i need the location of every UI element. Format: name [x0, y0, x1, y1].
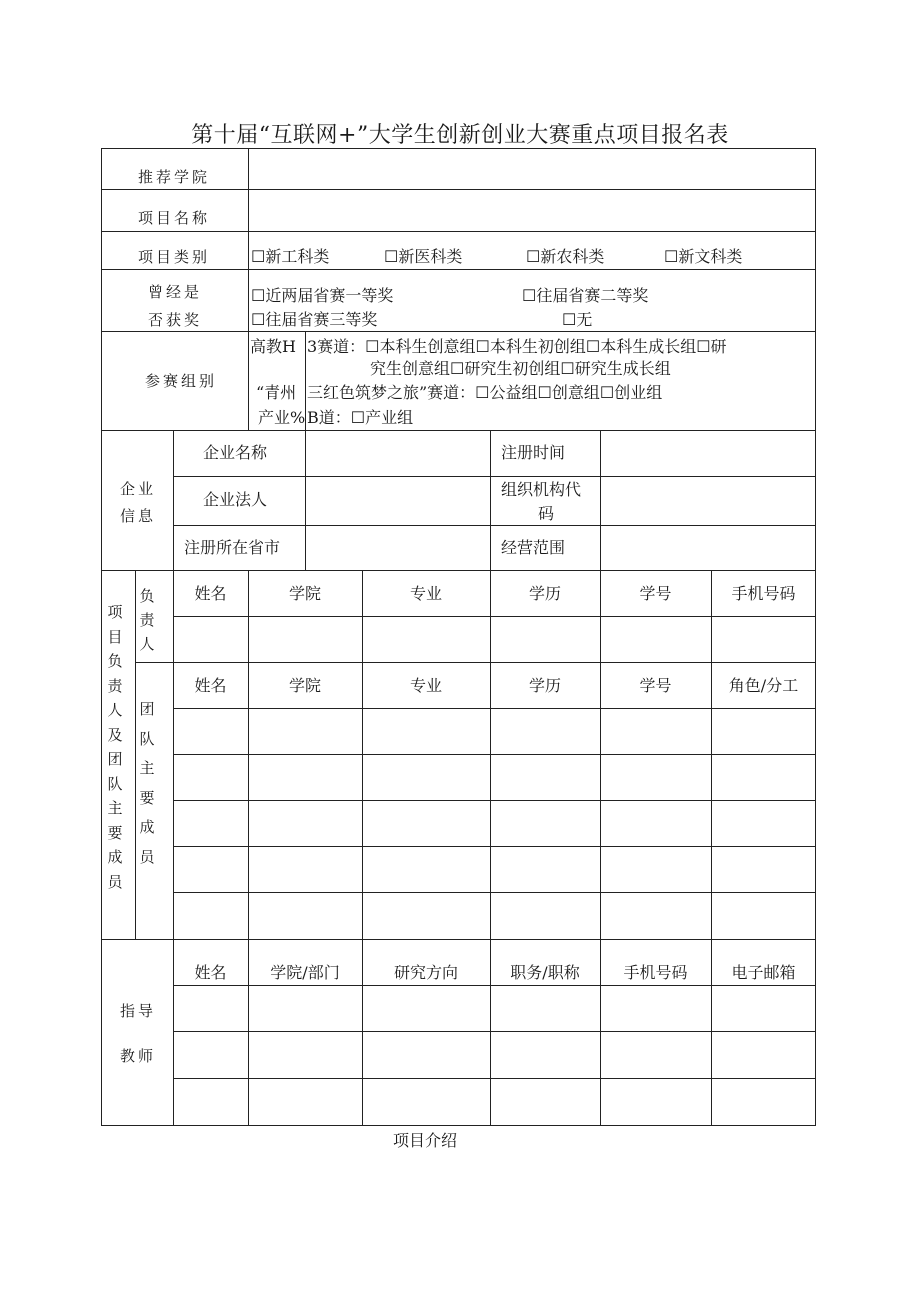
advisor-header-title: 职务/职称: [510, 963, 580, 982]
project-intro-heading: 项目介绍: [392, 1131, 457, 1150]
category-option-agriculture[interactable]: ☐新农科类: [526, 247, 605, 266]
reg-time-label: 注册时间: [501, 443, 566, 462]
enterprise-section-label-1: 企业: [120, 480, 157, 498]
reg-province-label: 注册所在省市: [184, 538, 281, 557]
category-option-liberal-arts[interactable]: ☐新文科类: [664, 247, 743, 266]
award-option-third[interactable]: ☐往届省赛三等奖: [251, 310, 378, 329]
advisor-header-phone: 手机号码: [623, 963, 688, 982]
leader-header-name: 姓名: [194, 584, 227, 603]
advisor-label-1: 指导: [120, 1002, 157, 1020]
enterprise-section-label-2: 信息: [120, 507, 157, 525]
team-section-label: 项 目 负 责 人 及 团 队 主 要 成 员: [107, 603, 123, 891]
org-code-label-2: 码: [538, 504, 555, 523]
category-option-medical[interactable]: ☐新医科类: [384, 247, 463, 266]
category-option-engineering[interactable]: ☐新工科类: [251, 247, 330, 266]
project-name-label: 项目名称: [138, 209, 211, 227]
track-label-red: “青州: [256, 383, 297, 402]
leader-header-student-id: 学号: [639, 584, 672, 603]
award-option-none[interactable]: ☐无: [562, 310, 593, 329]
recommend-college-label: 推荐学院: [138, 168, 211, 186]
member-header-student-id: 学号: [639, 676, 672, 695]
org-code-label-1: 组织机构代: [501, 480, 582, 499]
group-label: 参赛组别: [145, 372, 218, 390]
project-category-label: 项目类别: [138, 248, 211, 266]
leader-label: 负 责 人: [139, 587, 155, 653]
enterprise-name-label: 企业名称: [203, 443, 268, 462]
group-options-line3[interactable]: 三红色筑梦之旅”赛道：☐公益组☐创意组☐创业组: [307, 383, 663, 402]
advisor-header-department: 学院/部门: [270, 963, 340, 982]
awards-label-line2: 否获奖: [148, 311, 203, 329]
leader-header-major: 专业: [409, 584, 442, 603]
leader-header-college: 学院: [288, 584, 321, 603]
member-header-role: 角色/分工: [728, 676, 799, 695]
legal-person-label: 企业法人: [203, 490, 268, 509]
advisor-header-name: 姓名: [194, 963, 227, 982]
advisor-label-2: 教师: [120, 1047, 157, 1065]
member-header-degree: 学历: [528, 676, 561, 695]
group-options-line2[interactable]: 究生创意组☐研究生初创组☐研究生成长组: [370, 359, 671, 378]
award-option-first[interactable]: ☐近两届省赛一等奖: [251, 286, 394, 305]
advisor-header-email: 电子邮箱: [731, 963, 796, 982]
member-header-major: 专业: [409, 676, 442, 695]
awards-label-line1: 曾经是: [148, 283, 203, 301]
advisor-header-research: 研究方向: [393, 963, 458, 982]
member-header-college: 学院: [288, 676, 321, 695]
business-scope-label: 经营范围: [501, 538, 566, 557]
track-label-higher-ed: 高教H: [250, 337, 296, 356]
award-option-second[interactable]: ☐往届省赛二等奖: [522, 286, 649, 305]
form-title: 第十届“互联网+”大学生创新创业大赛重点项目报名表: [191, 123, 729, 148]
leader-header-degree: 学历: [528, 584, 561, 603]
members-label: 团 队 主 要 成 员: [139, 700, 155, 866]
group-options-line4[interactable]: B道：☐产业组: [307, 408, 414, 427]
member-header-name: 姓名: [194, 676, 227, 695]
track-label-industry: 产业%: [258, 408, 306, 427]
group-options-line1[interactable]: 3赛道：☐本科生创意组☐本科生初创组☐本科生成长组☐研: [307, 337, 727, 356]
leader-header-phone: 手机号码: [731, 584, 796, 603]
